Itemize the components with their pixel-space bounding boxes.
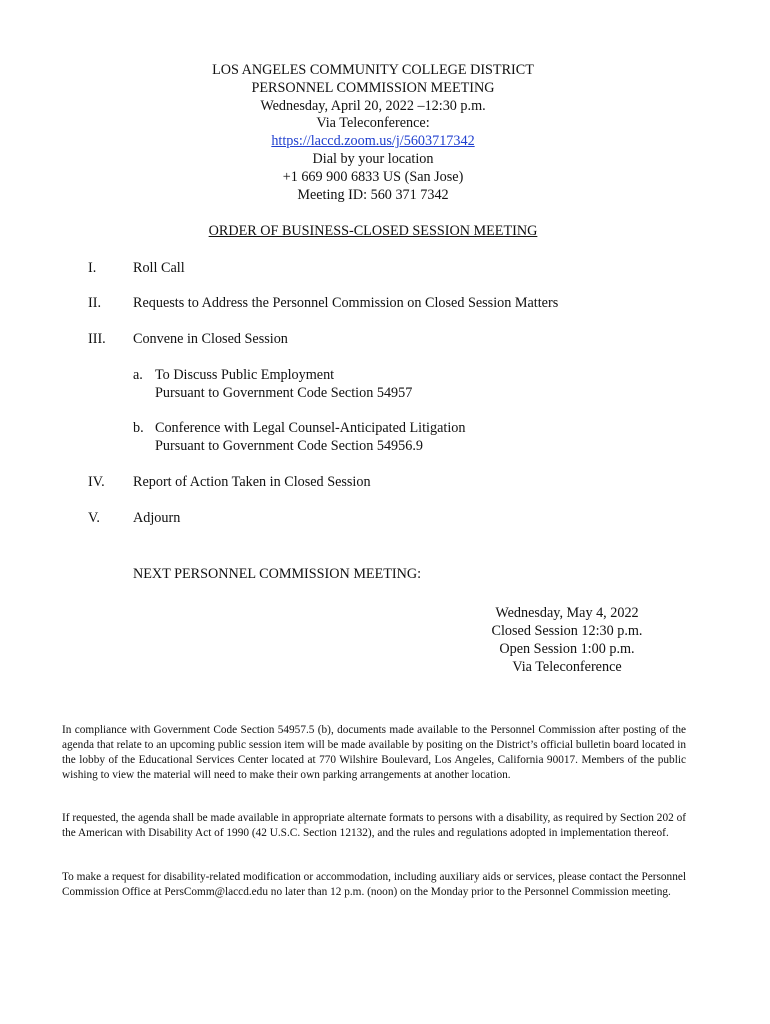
item-number: III. (88, 331, 106, 347)
meeting-id: Meeting ID: 560 371 7342 (297, 186, 449, 203)
item-text: Report of Action Taken in Closed Session (133, 474, 371, 490)
notice-paragraph-accommodation: To make a request for disability-related modification or accommodation, including auxiliary aids or services, please contact the Personnel Commission Office at PersComm@laccd.edu no later than 12 p.m. (noon) on the Monday prior to the Personnel Commission meeting. (62, 871, 686, 898)
next-meeting-closed-session: Closed Session 12:30 p.m. (491, 623, 643, 639)
subitem-line1: Conference with Legal Counsel-Anticipated Litigation (155, 420, 466, 436)
notice-paragraph-alternate-formats: If requested, the agenda shall be made available in appropriate alternate formats to persons with a disability, as required by Section 202 of the American with Disability Act of 1990 (42 U.S.C. Section 12132), and the rules and regulations adopted in implementation thereof. (62, 812, 686, 839)
next-meeting-details (462, 604, 672, 676)
order-of-business-title: ORDER OF BUSINESS-CLOSED SESSION MEETING (208, 223, 538, 239)
zoom-link[interactable]: https://laccd.zoom.us/j/5603717342 (271, 133, 475, 150)
next-meeting-via: Via Teleconference (512, 659, 622, 675)
next-meeting-date: Wednesday, May 4, 2022 (495, 605, 639, 621)
subitem-letter: b. (133, 420, 144, 436)
agenda-item (88, 259, 185, 277)
district-name: LOS ANGELES COMMUNITY COLLEGE DISTRICT (212, 62, 534, 78)
meeting-header (0, 62, 746, 204)
item-number: I. (88, 260, 97, 276)
agenda-subitem (133, 366, 412, 402)
agenda-subitem (133, 419, 465, 455)
notice-paragraph-documents: In compliance with Government Code Section 54957.5 (b), documents made available to the Personnel Commission after posting of the agenda that relate to an upcoming public session item will be made available by positing on the District’s official bulletin board located in the lobby of the Educational Services Center located at 770 Wilshire Boulevard, Los Angeles, California 90017. Members of the public wishing to view the material will need to make their own parking arrangements at another location. (62, 724, 686, 781)
item-text: Adjourn (133, 510, 181, 526)
item-text: Roll Call (133, 260, 185, 276)
item-number: V. (88, 510, 100, 526)
subitem-line2: Pursuant to Government Code Section 54957 (155, 385, 413, 401)
item-text: Convene in Closed Session (133, 331, 288, 347)
agenda-item (88, 509, 180, 527)
agenda-item (88, 473, 371, 491)
item-number: II. (88, 295, 101, 311)
item-text: Requests to Address the Personnel Commission on Closed Session Matters (133, 295, 559, 311)
next-meeting-open-session: Open Session 1:00 p.m. (499, 641, 635, 657)
teleconference-label: Via Teleconference: (316, 115, 430, 132)
item-number: IV. (88, 474, 105, 490)
next-meeting-title: NEXT PERSONNEL COMMISSION MEETING: (133, 566, 422, 582)
agenda-item (88, 294, 558, 312)
subitem-line2: Pursuant to Government Code Section 54956.9 (155, 438, 423, 454)
subitem-line1: To Discuss Public Employment (155, 367, 335, 383)
agenda-item (88, 330, 288, 348)
dial-label: Dial by your location (312, 150, 434, 167)
meeting-date-time: Wednesday, April 20, 2022 –12:30 p.m. (260, 97, 486, 114)
meeting-name: PERSONNEL COMMISSION MEETING (251, 79, 495, 96)
dial-phone: +1 669 900 6833 US (San Jose) (282, 168, 464, 185)
subitem-letter: a. (133, 367, 143, 383)
